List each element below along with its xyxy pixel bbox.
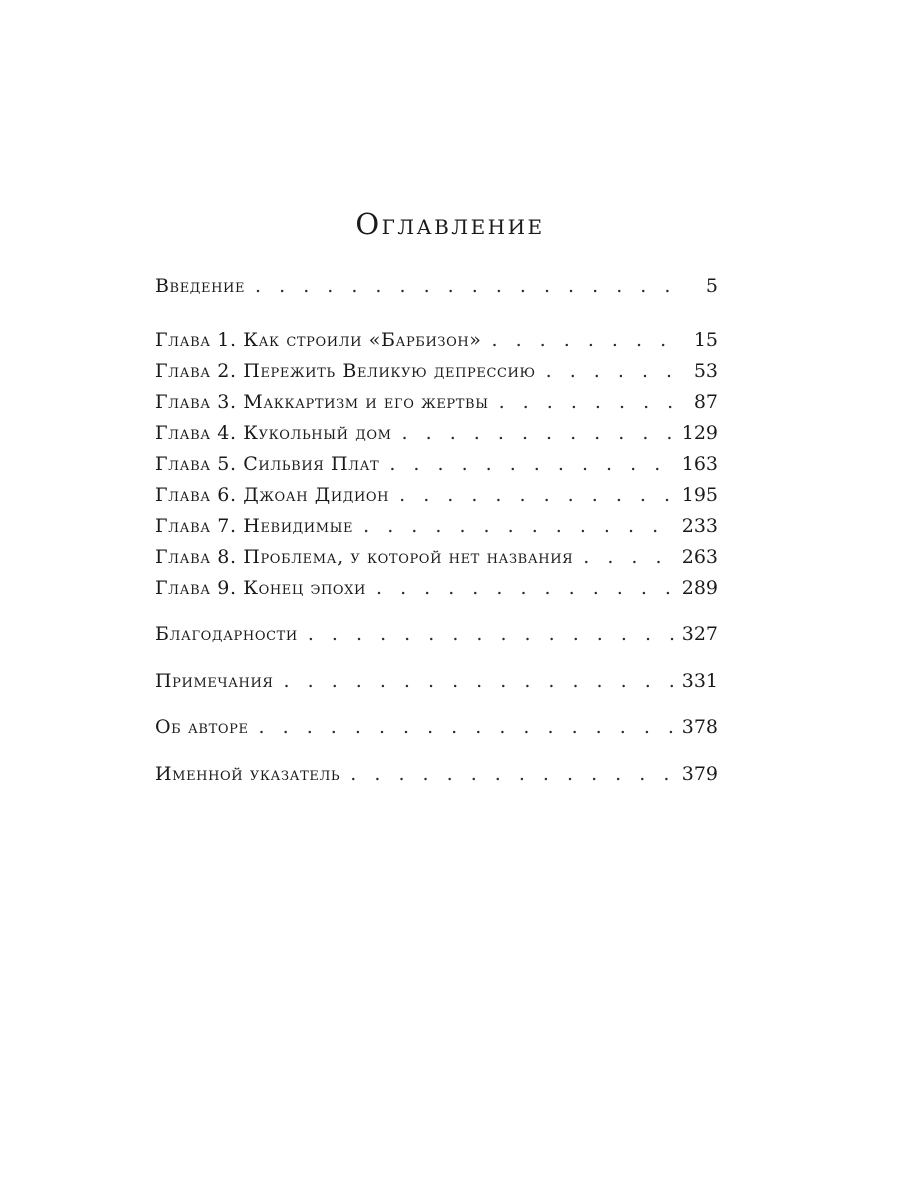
toc-entry-label: Глава 5. Сильвия Плат xyxy=(155,453,380,475)
toc-entry-label: Благодарности xyxy=(155,623,298,645)
toc-entry-page: 15 xyxy=(693,329,718,351)
toc-entry-label: Глава 7. Невидимые xyxy=(155,515,354,537)
toc-entry-notes xyxy=(155,665,718,697)
toc-entry-page: 5 xyxy=(705,275,718,297)
toc-entry-label: Глава 8. Проблема, у которой нет названия xyxy=(155,546,574,568)
toc-entry-page: 289 xyxy=(681,577,718,599)
toc-entry-page: 163 xyxy=(681,453,718,475)
page-title: Оглавление xyxy=(355,207,545,242)
toc-entry-page: 263 xyxy=(681,546,718,568)
toc-entry-chapter-3 xyxy=(155,386,718,418)
toc-entry-label: Глава 2. Пережить Великую депрессию xyxy=(155,360,536,382)
toc-entry-chapter-4 xyxy=(155,417,718,449)
dot-leader xyxy=(259,711,674,743)
toc-entry-introduction xyxy=(155,270,718,302)
toc-entry-label: Глава 6. Джоан Дидион xyxy=(155,484,390,506)
toc-entry-name-index xyxy=(155,758,718,790)
toc-entry-chapter-7 xyxy=(155,510,718,542)
dot-leader xyxy=(284,665,674,697)
toc-entry-label: Об авторе xyxy=(155,716,249,738)
dot-leader xyxy=(308,618,674,650)
dot-leader xyxy=(499,386,686,418)
toc-entry-page: 233 xyxy=(681,515,718,537)
toc-entry-chapter-2 xyxy=(155,355,718,387)
dot-leader xyxy=(363,510,674,542)
toc-entry-about-author xyxy=(155,711,718,743)
dot-leader xyxy=(399,479,674,511)
toc-entry-page: 87 xyxy=(693,391,718,413)
dot-leader xyxy=(492,324,686,356)
toc-entry-page: 195 xyxy=(681,484,718,506)
dot-leader xyxy=(389,448,673,480)
dot-leader xyxy=(546,355,686,387)
toc-entry-label: Глава 9. Конец эпохи xyxy=(155,577,366,599)
dot-leader xyxy=(402,417,674,449)
toc-entry-label: Глава 3. Маккартизм и его жертвы xyxy=(155,391,489,413)
toc-entry-page: 129 xyxy=(681,422,718,444)
toc-entry-page: 53 xyxy=(693,360,718,382)
toc-entry-page: 331 xyxy=(681,670,718,692)
dot-leader xyxy=(376,572,674,604)
toc-entry-chapter-1 xyxy=(155,324,718,356)
toc-entry-chapter-9 xyxy=(155,572,718,604)
toc-entry-chapter-6 xyxy=(155,479,718,511)
toc-entry-label: Глава 4. Кукольный дом xyxy=(155,422,392,444)
toc-entry-label: Введение xyxy=(155,275,246,297)
toc-entry-label: Примечания xyxy=(155,670,274,692)
toc-entry-label: Глава 1. Как строили «Барбизон» xyxy=(155,329,482,351)
toc-entry-page: 379 xyxy=(681,763,718,785)
toc-entry-page: 378 xyxy=(681,716,718,738)
dot-leader xyxy=(350,758,673,790)
toc-entry-label: Именной указатель xyxy=(155,763,341,785)
toc-entry-page: 327 xyxy=(681,623,718,645)
dot-leader xyxy=(255,270,686,302)
dot-leader xyxy=(583,541,674,573)
toc-entry-chapter-8 xyxy=(155,541,718,573)
toc-entry-acknowledgments xyxy=(155,618,718,650)
toc-entry-chapter-5 xyxy=(155,448,718,480)
